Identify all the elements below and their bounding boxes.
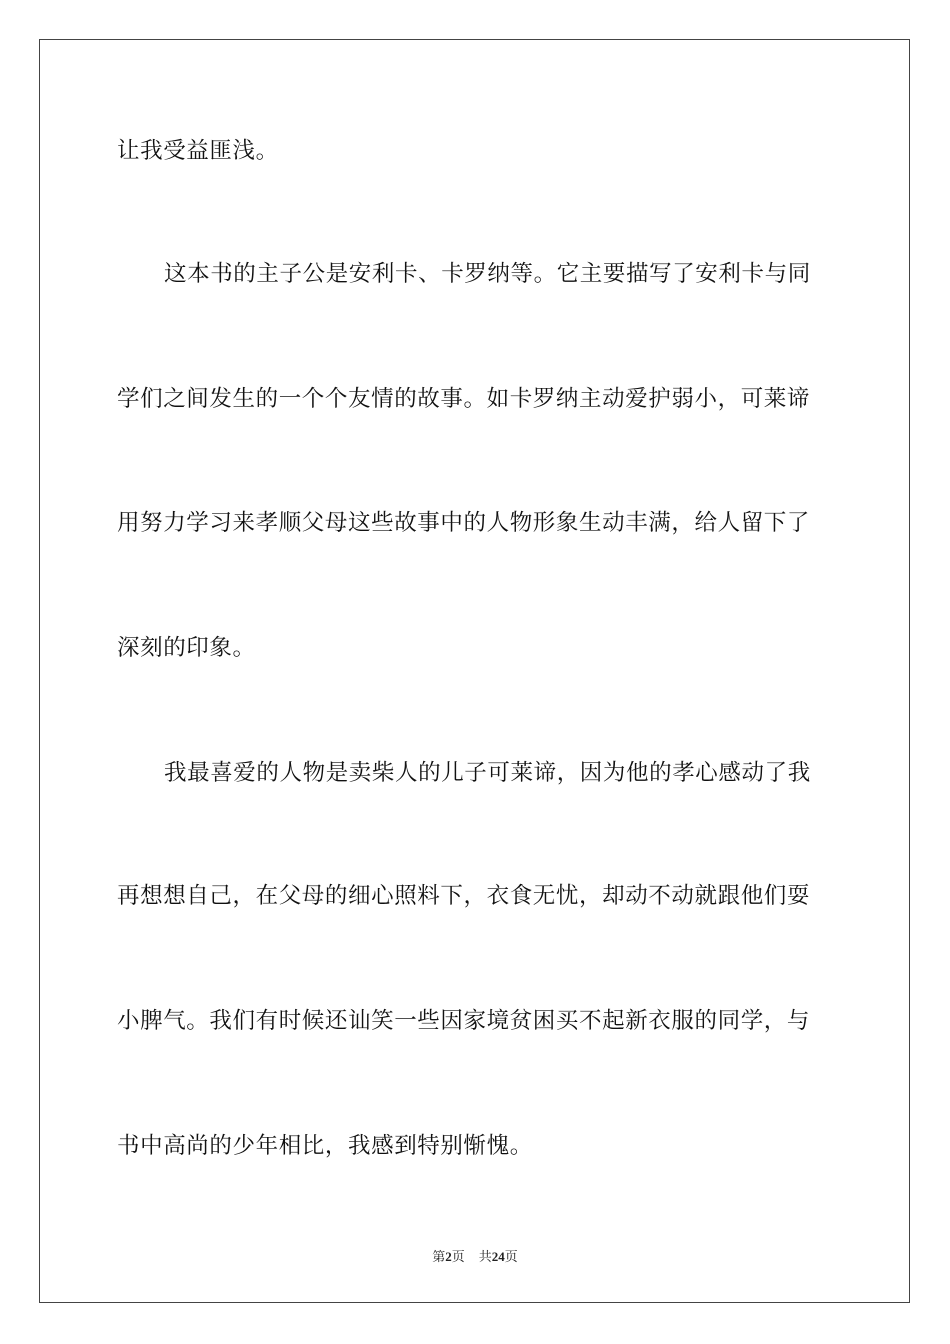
page-footer <box>0 1248 950 1267</box>
text-line: 让我受益匪浅。 <box>117 138 279 164</box>
paragraph-first-line: 这本书的主子公是安利卡、卡罗纳等。它主要描写了安利卡与同 <box>164 261 811 287</box>
paragraph-first-line: 我最喜爱的人物是卖柴人的儿子可莱谛，因为他的孝心感动了我 <box>164 760 811 786</box>
page-number: 2 <box>445 1249 452 1264</box>
text-line: 小脾气。我们有时候还讪笑一些因家境贫困买不起新衣服的同学，与 <box>117 1008 811 1034</box>
page-label-suffix: 页 <box>451 1250 465 1265</box>
text-line: 深刻的印象。 <box>117 635 256 661</box>
total-pages: 24 <box>491 1249 505 1264</box>
text-line: 书中高尚的少年相比，我感到特别惭愧。 <box>117 1133 533 1159</box>
total-label-suffix: 页 <box>504 1250 518 1265</box>
page-label-prefix: 第 <box>432 1250 446 1265</box>
text-line: 学们之间发生的一个个友情的故事。如卡罗纳主动爱护弱小，可莱谛 <box>117 386 811 412</box>
total-label-prefix: 共 <box>478 1250 492 1265</box>
text-line: 用努力学习来孝顺父母这些故事中的人物形象生动丰满，给人留下了 <box>117 510 811 536</box>
page-border <box>39 39 910 1303</box>
text-line: 再想想自己，在父母的细心照料下，衣食无忧，却动不动就跟他们耍 <box>117 883 811 909</box>
